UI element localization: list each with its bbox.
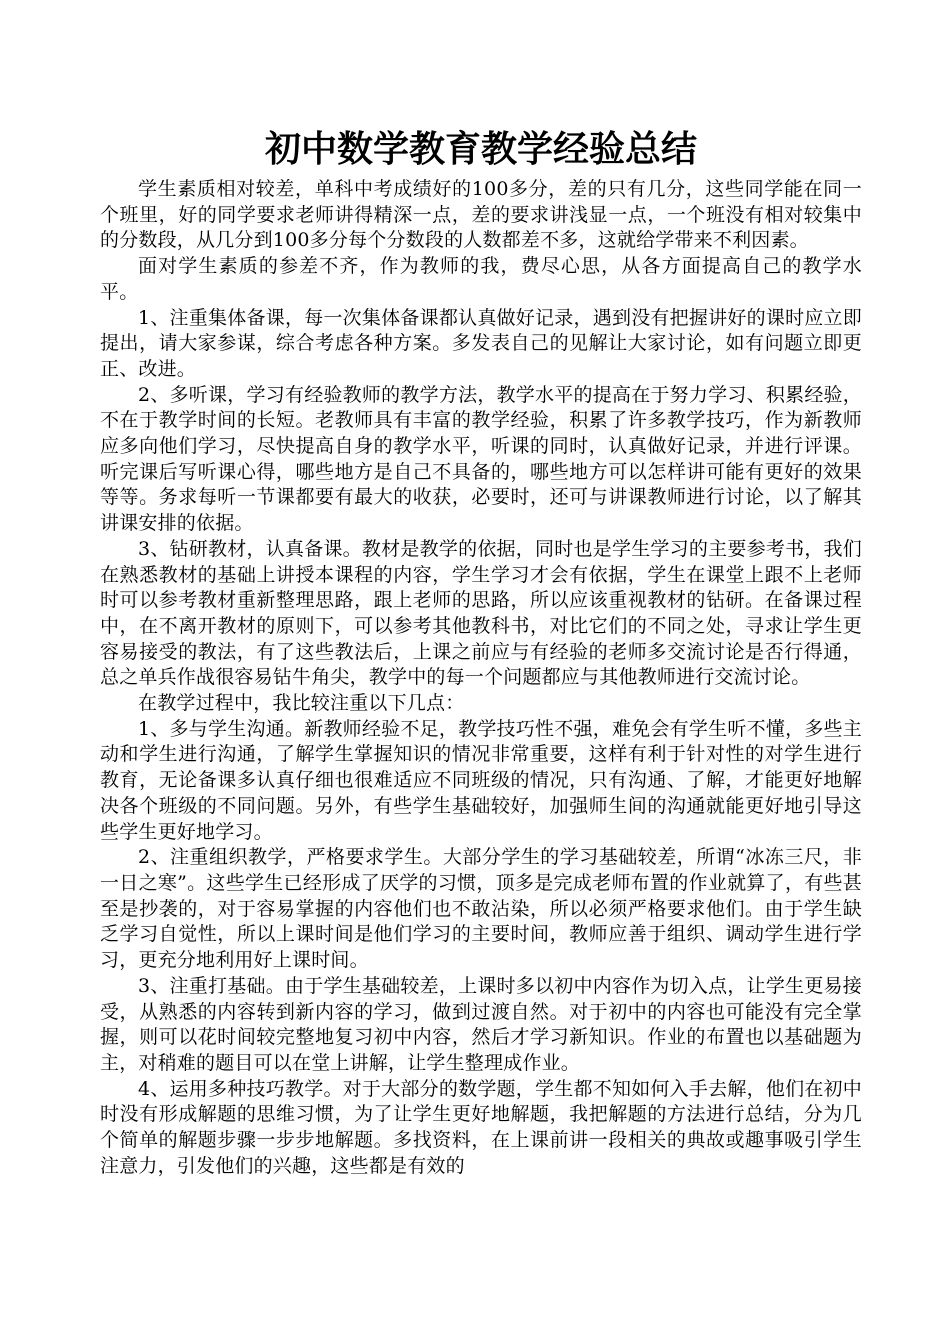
paragraph-foundation: 3、注重打基础。由于学生基础较差，上课时多以初中内容作为切入点，让学生更易接受，从熟悉的内容转到新内容的学习，做到过渡自然。对于初中的内容也可能没有完全掌握，则可以花时间较完整地复习初中内容，然后才学习新知识。作业的布置也以基础题为主，对稍难的题目可以在堂上讲解，让学生整理成作业。 <box>100 974 862 1074</box>
paragraph-communication: 1、多与学生沟通。新教师经验不足，教学技巧性不强，难免会有学生听不懂，多些主动和学生进行沟通，了解学生掌握知识的情况非常重要，这样有利于针对性的对学生进行教育，无论备课多认真仔细也很难适应不同班级的情况，只有沟通、了解，才能更好地解决各个班级的不同问题。另外，有些学生基础较好，加强师生间的沟通就能更好地引导这些学生更好地学习。 <box>100 717 862 843</box>
paragraph-collective-prep: 1、注重集体备课，每一次集体备课都认真做好记录，遇到没有把握讲好的课时应立即提出，请大家参谋，综合考虑各种方案。多发表自己的见解让大家讨论，如有问题立即更正、改进。 <box>100 306 862 380</box>
paragraph-teaching-process: 在教学过程中，我比较注重以下几点： <box>138 692 465 715</box>
paragraph-classroom-organization: 2、注重组织教学，严格要求学生。大部分学生的学习基础较差，所谓“冰冻三尺，非一日之寒”。这些学生已经形成了厌学的习惯，顶多是完成老师布置的作业就算了，有些甚至是抄袭的，对于容易掌握的内容他们也不敢沾染，所以必须严格要求他们。由于学生缺乏学习自觉性，所以上课时间是他们学习的主要时间，教师应善于组织、调动学生进行学习，更充分地利用好上课时间。 <box>100 846 862 972</box>
document-body <box>100 125 862 1179</box>
paragraph-observe-lessons: 2、多听课，学习有经验教师的教学方法，教学水平的提高在于努力学习、积累经验，不在于教学时间的长短。老教师具有丰富的教学经验，积累了许多教学技巧，作为新教师应多向他们学习，尽快提高自身的教学水平，听课的同时，认真做好记录，并进行评课。听完课后写听课心得，哪些地方是自己不具备的，哪些地方可以怎样讲可能有更好的效果等等。务求每听一节课都要有最大的收获，必要时，还可与讲课教师进行讨论，以了解其讲课安排的依据。 <box>100 383 862 535</box>
paragraph-teaching-techniques: 4、运用多种技巧教学。对于大部分的数学题，学生都不知如何入手去解，他们在初中时没有形成解题的思维习惯，为了让学生更好地解题，我把解题的方法进行总结，分为几个简单的解题步骤一步步地解题。多找资料，在上课前讲一段相关的典故或趣事吸引学生注意力，引发他们的兴趣，这些都是有效的 <box>100 1077 862 1177</box>
document-title: 初中数学教育教学经验总结 <box>264 128 697 170</box>
paragraph-intro: 学生素质相对较差，单科中考成绩好的100多分，差的只有几分，这些同学能在同一个班里，好的同学要求老师讲得精深一点，差的要求讲浅显一点，一个班没有相对较集中的分数段，从几分到100多分每个分数段的人数都差不多，这就给学带来不利因素。 <box>100 178 862 252</box>
paragraph-study-textbook: 3、钻研教材，认真备课。教材是教学的依据，同时也是学生学习的主要参考书，我们在熟悉教材的基础上讲授本课程的内容，学生学习才会有依据，学生在课堂上跟不上老师时可以参考教材重新整理思路，跟上老师的思路，所以应该重视教材的钻研。在备课过程中，在不离开教材的原则下，可以参考其他教科书，对比它们的不同之处，寻求让学生更容易接受的教法，有了这些教法后，上课之前应与有经验的老师多交流讨论是否行得通，总之单兵作战很容易钻牛角尖，教学中的每一个问题都应与其他教师进行交流讨论。 <box>100 537 862 689</box>
paragraph-goal: 面对学生素质的参差不齐，作为教师的我，费尽心思，从各方面提高自己的教学水平。 <box>100 255 862 303</box>
